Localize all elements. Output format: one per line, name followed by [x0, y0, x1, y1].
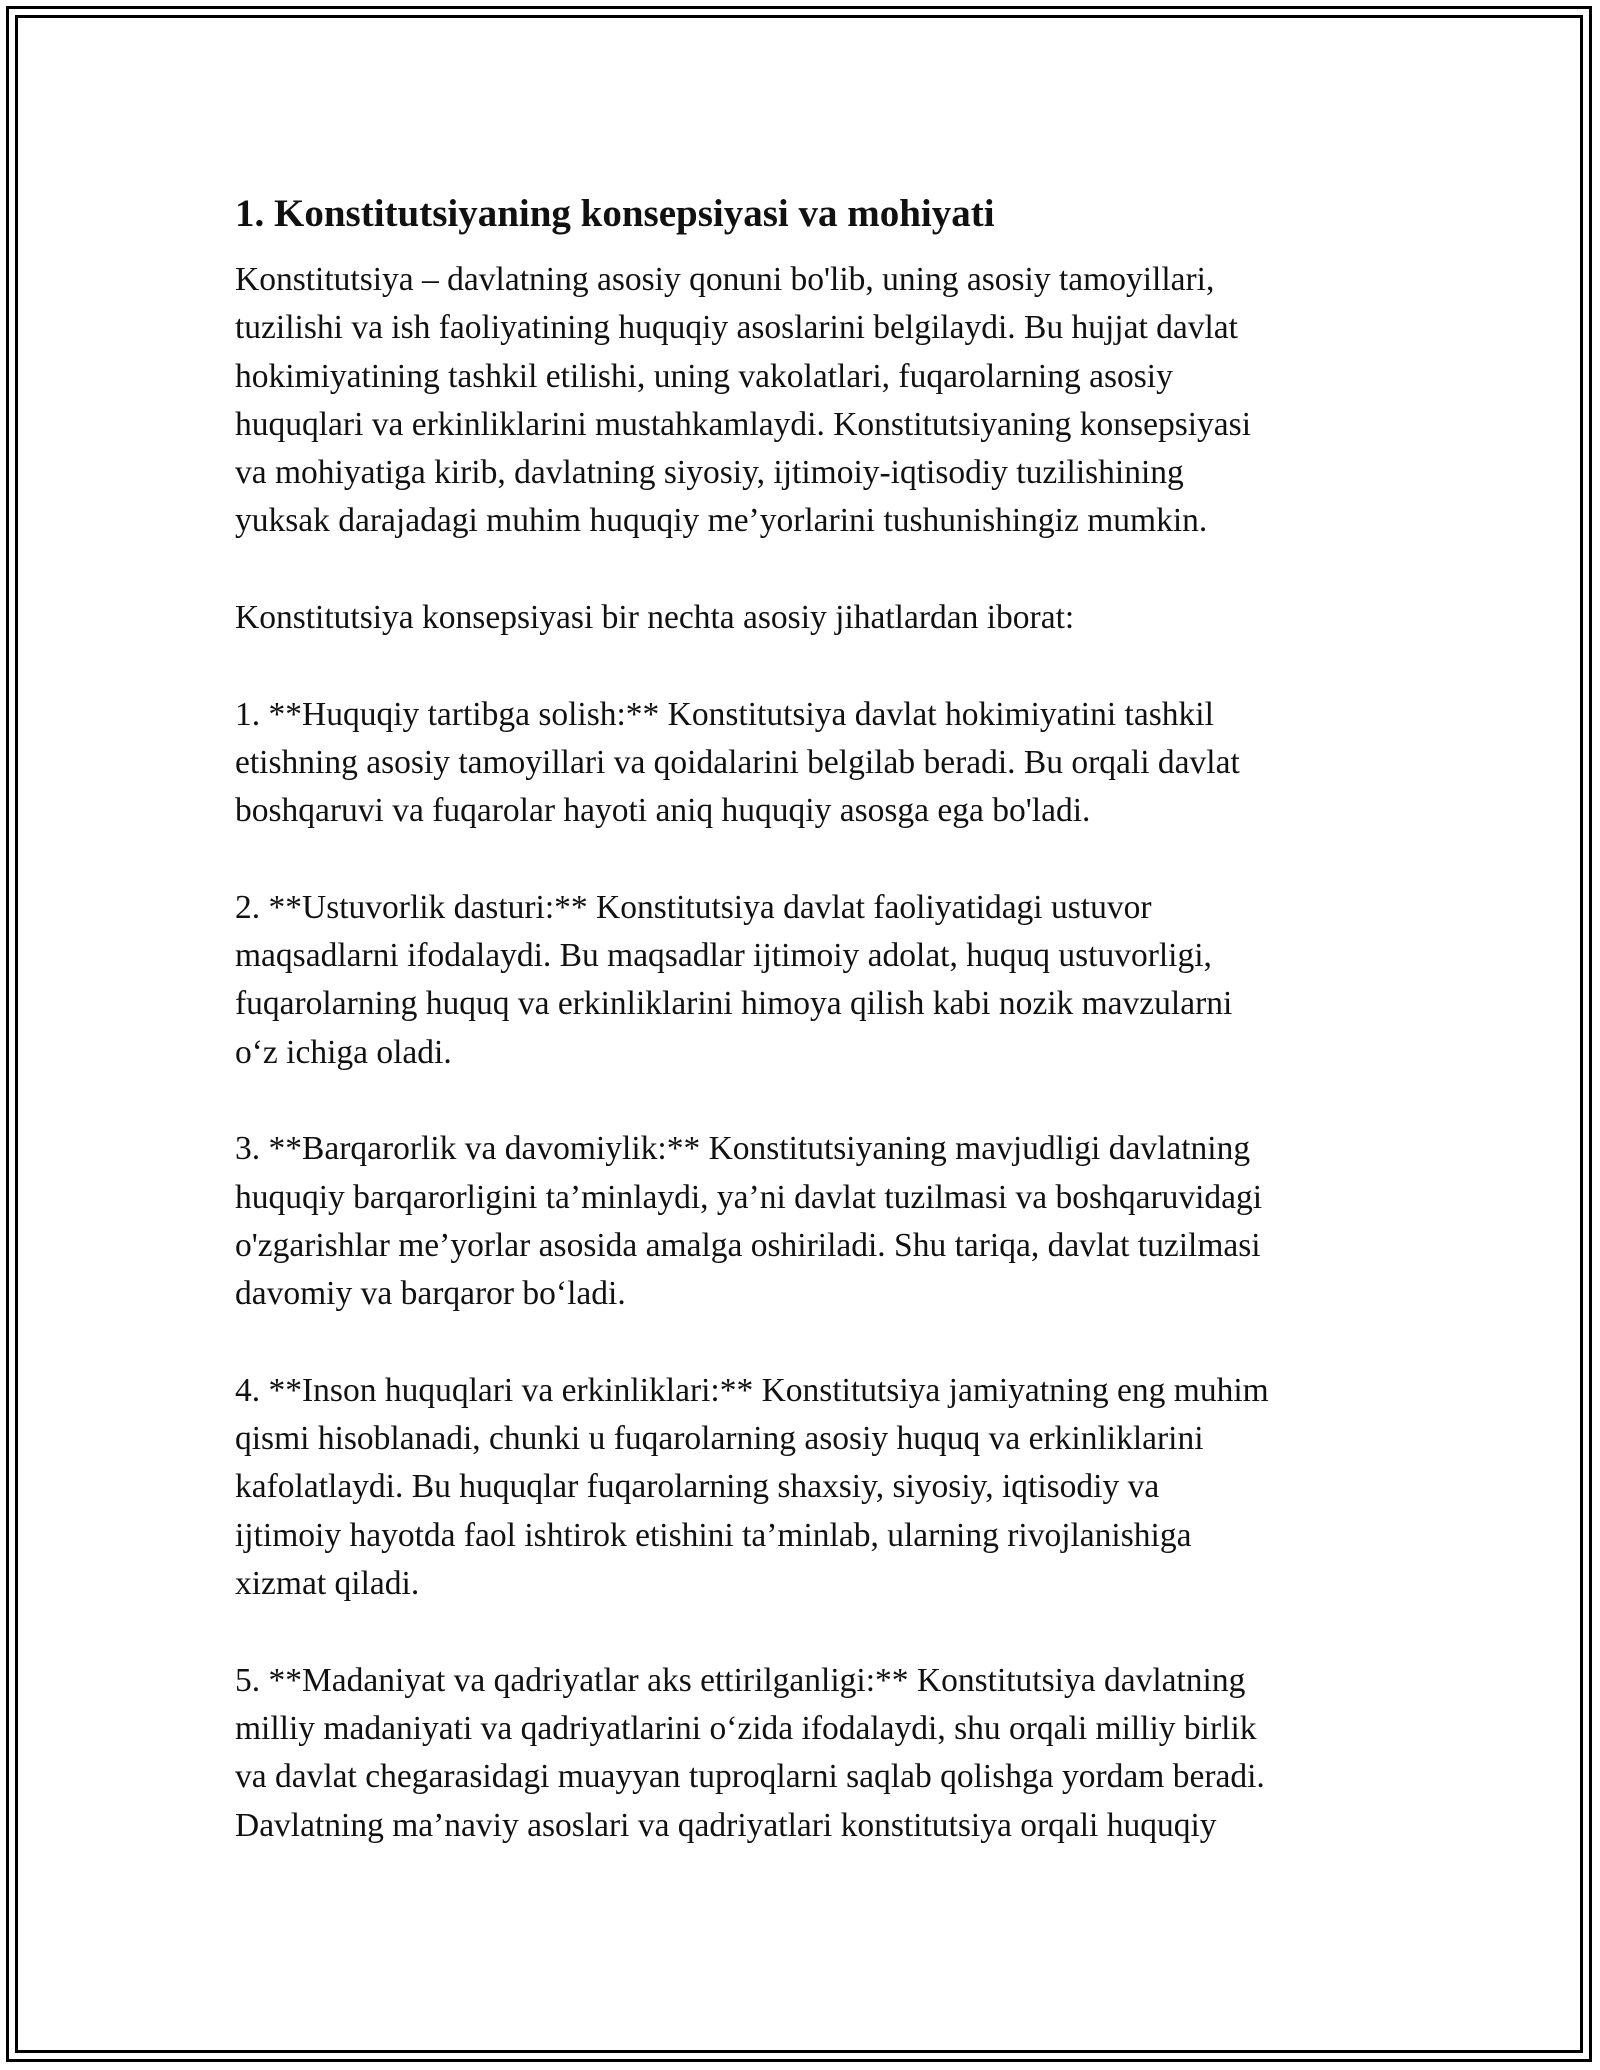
text-line: huquqlari va erkinliklarini mustahkamlaydi. Konstitutsiyaning konsepsiyasi — [235, 405, 1252, 443]
text-line: milliy madaniyati va qadriyatlarini o‘zida ifodalaydi, shu orqali milliy birlik — [235, 1709, 1257, 1747]
text-line: Konstitutsiya – davlatning asosiy qonuni bo'lib, uning asosiy tamoyillari, — [235, 261, 1215, 298]
list-item-1 — [235, 691, 1385, 836]
text-line: 1. **Huquqiy tartibga solish:** Konstitutsiya davlat hokimiyatini tashkil — [235, 695, 1214, 733]
list-item-2 — [235, 884, 1385, 1077]
list-item-5 — [235, 1657, 1385, 1850]
list-item-3 — [235, 1125, 1385, 1318]
text-line: boshqaruvi va fuqarolar hayoti aniq huquqiy asosga ega bo'ladi. — [235, 792, 1091, 830]
text-line: ijtimoiy hayotda faol ishtirok etishini ta’minlab, ularning rivojlanishiga — [235, 1516, 1192, 1554]
text-line: va davlat chegarasidagi muayyan tuproqlarni saqlab qolishga yordam beradi. — [235, 1758, 1265, 1796]
text-line: xizmat qiladi. — [235, 1565, 420, 1603]
text-line: o'zgarishlar me’yorlar asosida amalga oshiriladi. Shu tariqa, davlat tuzilmasi — [235, 1226, 1261, 1264]
text-line: va mohiyatiga kirib, davlatning siyosiy, ijtimoiy-iqtisodiy tuzilishining — [235, 454, 1184, 492]
text-line: tuzilishi va ish faoliyatining huquqiy asoslarini belgilaydi. Bu hujjat davlat — [235, 309, 1238, 347]
list-item-4 — [235, 1367, 1385, 1608]
text-line: Davlatning ma’naviy asoslari va qadriyatlari konstitutsiya orqali huquqiy — [235, 1806, 1217, 1844]
text-line: yuksak darajadagi muhim huquqiy me’yorlarini tushunishingiz mumkin. — [235, 502, 1208, 540]
text-line: huquqiy barqarorligini ta’minlaydi, ya’ni davlat tuzilmasi va boshqaruvidagi — [235, 1178, 1263, 1216]
text-line: kafolatlaydi. Bu huquqlar fuqarolarning shaxsiy, siyosiy, iqtisodiy va — [235, 1468, 1160, 1506]
text-line: 4. **Inson huquqlari va erkinliklari:** Konstitutsiya jamiyatning eng muhim — [235, 1371, 1269, 1409]
text-line: fuqarolarning huquq va erkinliklarini himoya qilish kabi nozik mavzularni — [235, 985, 1233, 1023]
paragraph-list-intro — [235, 594, 1385, 642]
text-line: 3. **Barqarorlik va davomiylik:** Konstitutsiyaning mavjudligi davlatning — [235, 1130, 1251, 1168]
text-line: maqsadlarni ifodalaydi. Bu maqsadlar ijtimoiy adolat, huquq ustuvorligi, — [235, 937, 1212, 975]
document-body — [235, 186, 1385, 1898]
section-heading: 1. Konstitutsiyaning konsepsiyasi va mohiyati — [235, 192, 995, 235]
text-line: 5. **Madaniyat va qadriyatlar aks ettirilganligi:** Konstitutsiya davlatning — [235, 1661, 1246, 1699]
text-line: hokimiyatining tashkil etilishi, uning vakolatlari, fuqarolarning asosiy — [235, 357, 1173, 395]
text-line: davomiy va barqaror bo‘ladi. — [235, 1275, 626, 1313]
text-line: Konstitutsiya konsepsiyasi bir nechta asosiy jihatlardan iborat: — [235, 599, 1075, 637]
text-line: qismi hisoblanadi, chunki u fuqarolarning asosiy huquq va erkinliklarini — [235, 1420, 1204, 1458]
text-line: etishning asosiy tamoyillari va qoidalarini belgilab beradi. Bu orqali davlat — [235, 743, 1240, 781]
text-line: o‘z ichiga oladi. — [235, 1033, 452, 1071]
paragraph-intro — [235, 256, 1385, 546]
text-line: 2. **Ustuvorlik dasturi:** Konstitutsiya davlat faoliyatidagi ustuvor — [235, 888, 1152, 926]
